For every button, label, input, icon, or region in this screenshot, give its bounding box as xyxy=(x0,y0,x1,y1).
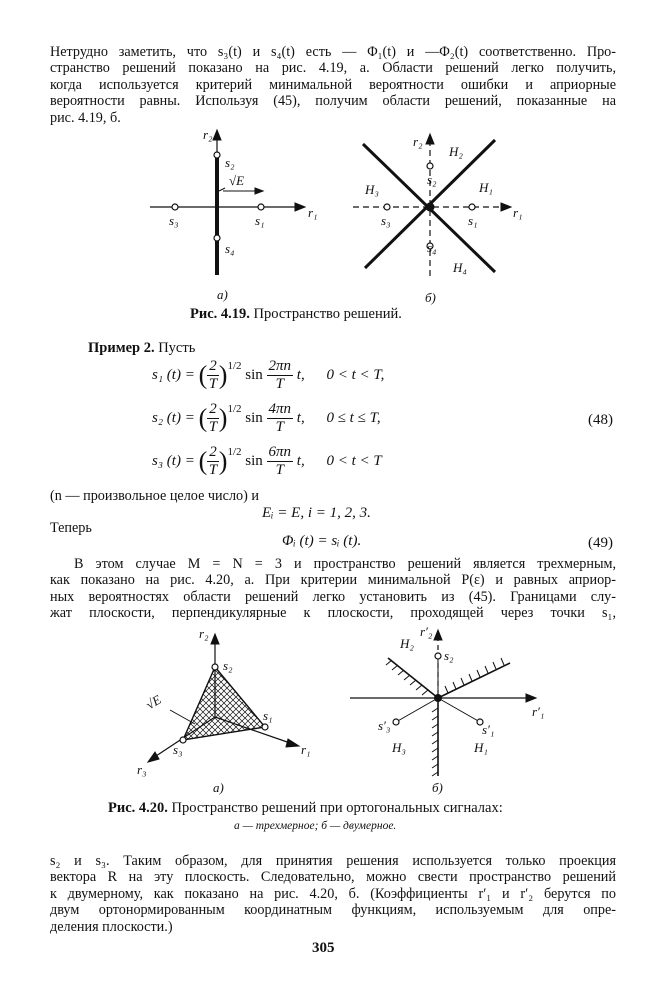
caption-text: Пространство решений. xyxy=(253,306,402,322)
power: 1/2 xyxy=(227,359,242,372)
figure-4-19-a xyxy=(145,125,330,305)
label-r2: r₂ xyxy=(413,134,423,149)
note-line: (n — произвольное целое число) и xyxy=(50,488,259,504)
arrow-r1p xyxy=(526,694,536,702)
equation-number-48: (48) xyxy=(588,412,613,428)
point-s1 xyxy=(469,204,475,210)
fraction: $\frac{2}{T}$ xyxy=(208,401,218,435)
text-line: жат плоскости, перпендикулярные к плоскости, проходящей через точки s₁, xyxy=(50,605,616,622)
eq-t: t, xyxy=(296,366,305,383)
text-line: деления плоскости.) xyxy=(50,918,173,935)
label-s3p: s′₃ xyxy=(378,718,391,733)
center-dot xyxy=(426,203,434,211)
label-r1p: r′₁ xyxy=(532,704,545,719)
label-s4: s₄ xyxy=(427,240,437,255)
eq-cond: 0 < t < T xyxy=(326,452,382,469)
label-r1: r₁ xyxy=(513,205,523,220)
sqrtE-arrowhead xyxy=(255,188,263,194)
boundary-h1-h2 xyxy=(438,663,510,698)
point-s3p xyxy=(393,719,399,725)
label-r2: r₂ xyxy=(199,626,209,641)
label-sqrtE: √E xyxy=(229,173,245,188)
text-line: когда используется критерий минимальной вероятности ошибки и априорные xyxy=(50,76,616,93)
hatch-h1-h2 xyxy=(445,658,504,693)
text-line: к двумерному, как показано на рис. 4.20, б. (Коэффициенты r′₁ и r′₂ берутся по xyxy=(50,885,616,902)
figure-4-20-b xyxy=(340,618,550,798)
center-dot xyxy=(435,695,442,702)
label-H2: H₂ xyxy=(400,636,414,651)
page-number: 305 xyxy=(312,940,335,956)
text-line: как показано на рис. 4.20, а. При критерии минимальной P(ε) и равных априор- xyxy=(50,572,616,589)
text-line: ных вероятностях области решений легко установить из (45). Границами слу- xyxy=(50,588,616,605)
eq-t: t, xyxy=(296,452,305,469)
label-b: б) xyxy=(425,290,436,305)
equation-49: Φᵢ (t) = sᵢ (t). xyxy=(282,533,362,549)
eq-lhs: s₁ (t) = xyxy=(152,366,195,383)
triangle-face xyxy=(183,667,265,740)
eq-lhs: s₂ (t) = xyxy=(152,409,195,426)
arrow-r2 xyxy=(213,130,221,140)
text-line: Нетрудно заметить, что s₃(t) и s₄(t) есть — Φ₁(t) и —Φ₂(t) соответственно. Про- xyxy=(50,44,616,60)
paragraph-2 xyxy=(50,556,616,622)
equation-ei: Eᵢ = E, i = 1, 2, 3. xyxy=(262,505,371,521)
label-H1: H₁ xyxy=(479,180,493,195)
eq-cond: 0 ≤ t ≤ T, xyxy=(326,409,381,426)
label-b: б) xyxy=(432,780,443,795)
label-s3: s₃ xyxy=(381,213,391,228)
point-s2 xyxy=(435,653,441,659)
power: 1/2 xyxy=(227,402,242,415)
point-s2 xyxy=(214,152,220,158)
label-s1p: s′₁ xyxy=(482,722,495,737)
text-line: странство решений показано на рис. 4.19, а. Области решений легко получить, xyxy=(50,60,616,77)
eq-t: t, xyxy=(296,409,305,426)
arrow-r1 xyxy=(286,739,299,747)
fraction: $\frac{6\pi n}{T}$ xyxy=(268,444,292,478)
caption-fig-4-19 xyxy=(190,306,402,323)
boundary-h2-h3 xyxy=(388,658,438,698)
text-line: s₂ и s₃. Таким образом, для принятия решения используется только проекция xyxy=(50,853,616,869)
equation-s3: s₃ (t) = ( $\frac{2}{T}$ )$^{1/2}$ sin $\frac{6\pi n}{T}$ t, 0 < t < T xyxy=(152,444,382,478)
example-title: Пример 2. xyxy=(88,340,155,356)
label-s2: s₂ xyxy=(427,172,437,187)
label-s3: s₃ xyxy=(169,213,179,228)
label-sqrtE: √E xyxy=(143,691,164,713)
arrow-r2p xyxy=(434,630,442,640)
sin-label: sin xyxy=(245,366,263,383)
example-heading xyxy=(88,340,195,357)
caption-number: Рис. 4.19. xyxy=(190,306,250,322)
label-s4: s₄ xyxy=(225,241,235,256)
point-s3 xyxy=(384,204,390,210)
label-s1: s₁ xyxy=(255,213,265,228)
arrow-r2 xyxy=(211,634,219,644)
label-a: а) xyxy=(217,287,228,302)
point-s3 xyxy=(172,204,178,210)
example-intro: Пусть xyxy=(158,340,196,356)
equation-s2: s₂ (t) = ( $\frac{2}{T}$ )$^{1/2}$ sin $\frac{4\pi n}{T}$ t, 0 ≤ t ≤ T, xyxy=(152,401,381,435)
vector-s1p xyxy=(438,698,480,722)
label-s1: s₁ xyxy=(468,213,478,228)
sin-label: sin xyxy=(245,452,263,469)
caption-sub-fig-4-20: а — трехмерное; б — двумерное. xyxy=(234,820,397,832)
caption-fig-4-20 xyxy=(108,800,503,817)
hatch-h1-h3 xyxy=(432,708,438,776)
label-H1: H₁ xyxy=(474,740,488,755)
paragraph-3 xyxy=(50,853,616,935)
hatch-h2-h3 xyxy=(386,660,428,695)
equation-s1: s₁ (t) = ( $\frac{2}{T}$ )$^{1/2}$ sin $\frac{2\pi n}{T}$ t, 0 < t < T, xyxy=(152,358,385,392)
eq-cond: 0 < t < T, xyxy=(326,366,385,383)
point-s4 xyxy=(214,235,220,241)
fraction: $\frac{2}{T}$ xyxy=(208,444,218,478)
label-r1: r₁ xyxy=(301,742,311,757)
figure-4-19-b xyxy=(345,122,530,307)
text-line: В этом случае M = N = 3 и пространство решений является трехмерным, xyxy=(74,556,616,572)
label-r3: r₃ xyxy=(137,762,147,777)
text-line: вектора R на эту плоскость. Следовательно, можно свести пространство решений xyxy=(50,869,616,886)
label-H2: H₂ xyxy=(449,144,463,159)
now-line: Теперь xyxy=(50,520,92,536)
label-r2: r₂ xyxy=(203,127,213,142)
label-s1: s₁ xyxy=(263,708,273,723)
fraction: $\frac{4\pi n}{T}$ xyxy=(268,401,292,435)
vector-s3p xyxy=(396,698,438,722)
label-a: а) xyxy=(213,780,224,795)
arrow-r2 xyxy=(426,134,434,144)
label-r2p: r′₂ xyxy=(420,624,433,639)
arrow-r1 xyxy=(501,203,511,211)
label-s2: s₂ xyxy=(223,658,233,673)
fraction: $\frac{2}{T}$ xyxy=(208,358,218,392)
point-s1 xyxy=(262,724,268,730)
text-line: рис. 4.19, б. xyxy=(50,109,121,126)
eq-lhs: s₃ (t) = xyxy=(152,452,195,469)
sqrtE-arrow xyxy=(170,710,195,724)
arrow-r1 xyxy=(295,203,305,211)
point-s2 xyxy=(212,664,218,670)
caption-text: Пространство решений при ортогональных сигналах: xyxy=(171,800,503,816)
label-s3: s₃ xyxy=(173,742,183,757)
label-H4: H₄ xyxy=(453,260,467,275)
power: 1/2 xyxy=(227,445,242,458)
arrow-r3 xyxy=(148,752,159,762)
figure-4-20-a xyxy=(125,622,325,797)
label-r1: r₁ xyxy=(308,205,318,220)
caption-number: Рис. 4.20. xyxy=(108,800,168,816)
text-line: вероятности равны. Используя (45), получим области решений, показанные на xyxy=(50,93,616,110)
text-line: двум ортонормированным координатным функциям, используемым для опре- xyxy=(50,902,616,919)
label-H3: H₃ xyxy=(392,740,406,755)
sin-label: sin xyxy=(245,409,263,426)
equation-number-49: (49) xyxy=(588,535,613,551)
point-s2 xyxy=(427,163,433,169)
point-s1 xyxy=(258,204,264,210)
fraction: $\frac{2\pi n}{T}$ xyxy=(268,358,292,392)
label-s2: s₂ xyxy=(225,155,235,170)
paragraph-1 xyxy=(50,44,616,126)
label-H3: H₃ xyxy=(365,182,379,197)
label-s2: s₂ xyxy=(444,648,454,663)
